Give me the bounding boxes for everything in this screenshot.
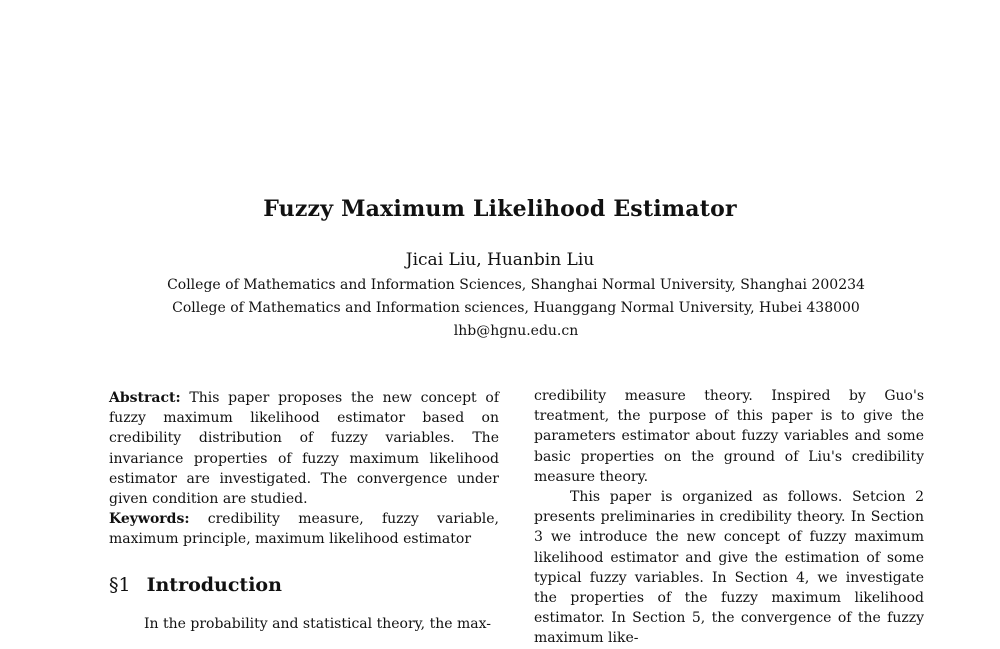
right-paragraph-2: This paper is organized as follows. Setcion 2 presents preliminaries in credibility theory. In Section 3 we introduce the new concept of fuzzy maximum likelihood estimator and give the estimation of some typical fuzzy variables. In Section 4, we investigate the properties of the fuzzy maximum likelihood estimator. In Section 5, the convergence of the fuzzy maximum like- xyxy=(534,489,924,647)
abstract-paragraph xyxy=(109,388,499,509)
section-heading-introduction xyxy=(109,574,282,596)
right-paragraph-1: credibility measure theory. Inspired by Guo's treatment, the purpose of this paper is to give the parameters estimator about fuzzy variables and some basic properties on the ground of Liu's credibility measure theory. xyxy=(534,388,924,485)
section-number: §1 xyxy=(109,574,131,596)
section-title: Introduction xyxy=(146,574,282,596)
affiliation-2: College of Mathematics and Information sciences, Huanggang Normal University, Hubei 438000 xyxy=(172,300,860,316)
abstract-text: This paper proposes the new concept of fuzzy maximum likelihood estimator based on credibility distribution of fuzzy variables. The invariance properties of fuzzy maximum likelihood estimator are investigated. The convergence under given condition are studied. xyxy=(109,390,500,508)
keywords-label: Keywords: xyxy=(109,511,190,528)
author-email: lhb@hgnu.edu.cn xyxy=(453,323,579,339)
right-column xyxy=(534,386,924,649)
introduction-first-line: In the probability and statistical theory, the max- xyxy=(144,616,491,632)
paper-title: Fuzzy Maximum Likelihood Estimator xyxy=(263,196,737,222)
keywords-text: credibility measure, fuzzy variable, maximum principle, maximum likelihood estimator xyxy=(109,511,500,548)
affiliation-1: College of Mathematics and Information Sciences, Shanghai Normal University, Shanghai 200234 xyxy=(167,277,865,293)
keywords-paragraph xyxy=(109,509,499,549)
abstract-label: Abstract: xyxy=(109,390,181,406)
paper-authors: Jicai Liu, Huanbin Liu xyxy=(405,250,595,270)
left-column xyxy=(109,388,499,550)
